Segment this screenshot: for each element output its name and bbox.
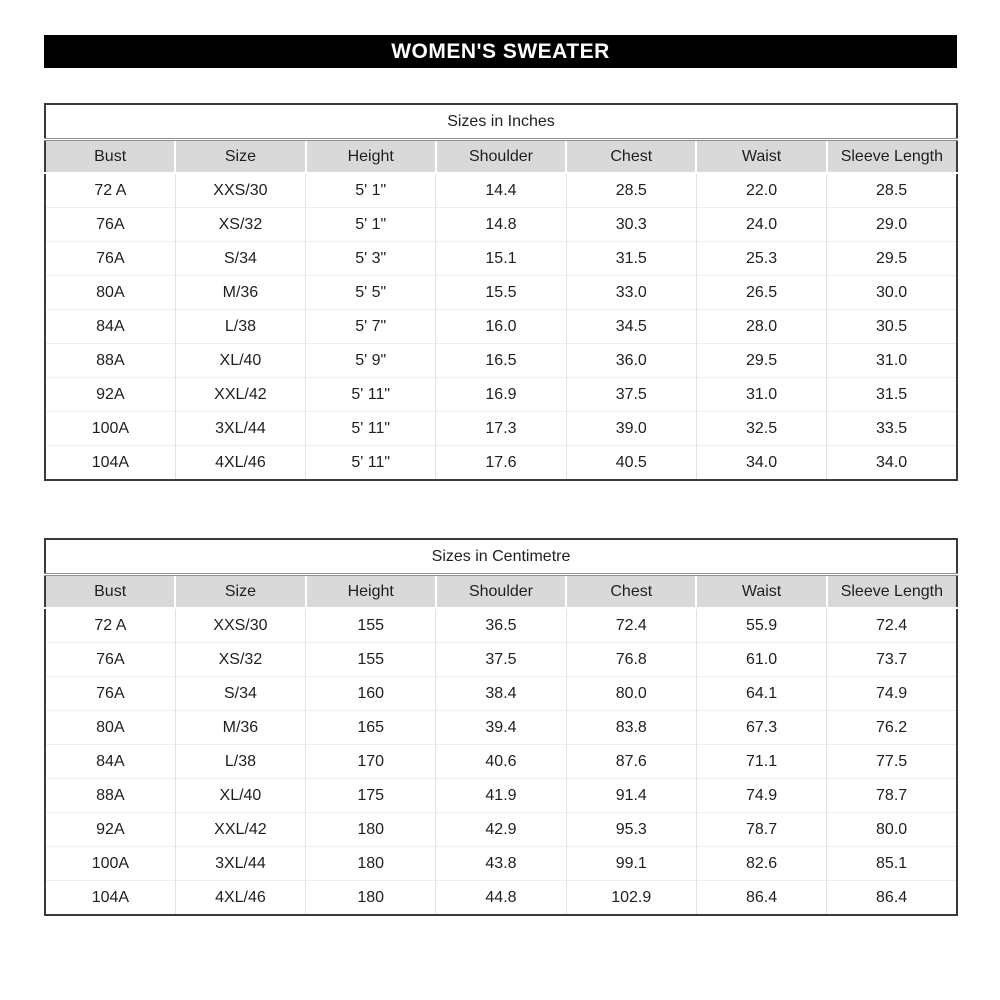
table-cell: 34.0 (827, 446, 957, 481)
table-cell: 31.0 (696, 378, 826, 412)
table-cell: XXS/30 (175, 173, 305, 208)
table-cell: 36.5 (436, 608, 566, 643)
table-cell: 76A (45, 242, 175, 276)
table-cell: 5' 1" (306, 173, 436, 208)
table-cell: 4XL/46 (175, 881, 305, 916)
table-row (45, 173, 957, 208)
table-cell: 88A (45, 779, 175, 813)
table-cell: 5' 11" (306, 446, 436, 481)
table-cell: 84A (45, 310, 175, 344)
table-row (45, 378, 957, 412)
table-cell: 28.5 (566, 173, 696, 208)
table-cell: L/38 (175, 310, 305, 344)
table-cell: 40.5 (566, 446, 696, 481)
column-header: Chest (566, 140, 696, 174)
table-cell: 38.4 (436, 677, 566, 711)
table-cell: 37.5 (566, 378, 696, 412)
table-row (45, 745, 957, 779)
table-row (45, 608, 957, 643)
table-cell: 102.9 (566, 881, 696, 916)
table-cell: 24.0 (696, 208, 826, 242)
table-cell: S/34 (175, 677, 305, 711)
table-cell: 76A (45, 208, 175, 242)
table-cell: 104A (45, 446, 175, 481)
page-title: WOMEN'S SWEATER (391, 39, 610, 63)
inches-size-table (44, 103, 958, 481)
table-row (45, 677, 957, 711)
column-header: Size (175, 575, 305, 609)
table-title-row (45, 539, 957, 575)
table-cell: M/36 (175, 711, 305, 745)
column-header: Bust (45, 575, 175, 609)
table-cell: 30.5 (827, 310, 957, 344)
table-row (45, 643, 957, 677)
table-cell: 76A (45, 643, 175, 677)
table-cell: 99.1 (566, 847, 696, 881)
table-cell: 160 (306, 677, 436, 711)
column-header: Waist (696, 140, 826, 174)
table-cell: XXS/30 (175, 608, 305, 643)
table-title-row (45, 104, 957, 140)
table-title: Sizes in Inches (45, 104, 957, 140)
table-cell: 15.5 (436, 276, 566, 310)
column-header: Size (175, 140, 305, 174)
centimetre-table-section (44, 538, 958, 916)
table-cell: 25.3 (696, 242, 826, 276)
table-cell: 86.4 (827, 881, 957, 916)
table-row (45, 813, 957, 847)
table-cell: 84A (45, 745, 175, 779)
table-cell: XXL/42 (175, 378, 305, 412)
table-cell: 80A (45, 711, 175, 745)
table-cell: 76.2 (827, 711, 957, 745)
table-cell: S/34 (175, 242, 305, 276)
table-cell: 15.1 (436, 242, 566, 276)
table-cell: 100A (45, 847, 175, 881)
table-cell: 72 A (94, 181, 127, 199)
table-cell: 72 A (94, 616, 127, 634)
table-cell: 180 (306, 813, 436, 847)
table-row (45, 847, 957, 881)
table-cell: 175 (306, 779, 436, 813)
table-cell: 95.3 (566, 813, 696, 847)
table-cell: 78.7 (827, 779, 957, 813)
table-cell: 100A (45, 412, 175, 446)
table-cell: 55.9 (696, 608, 826, 643)
column-header: Shoulder (436, 575, 566, 609)
table-cell: 85.1 (827, 847, 957, 881)
table-cell: 40.6 (436, 745, 566, 779)
table-cell: 32.5 (696, 412, 826, 446)
table-cell: 16.0 (436, 310, 566, 344)
column-header: Shoulder (436, 140, 566, 174)
table-cell: 71.1 (696, 745, 826, 779)
table-cell: 155 (306, 643, 436, 677)
table-cell: 42.9 (436, 813, 566, 847)
table-cell: 78.7 (696, 813, 826, 847)
column-header: Height (306, 140, 436, 174)
table-cell: 80.0 (827, 813, 957, 847)
table-cell: 83.8 (566, 711, 696, 745)
page-title-bar (44, 35, 957, 68)
table-cell: 22.0 (696, 173, 826, 208)
table-cell: 44.8 (436, 881, 566, 916)
table-cell: 36.0 (566, 344, 696, 378)
table-cell: 29.5 (827, 242, 957, 276)
table-cell: 31.0 (827, 344, 957, 378)
table-cell: 64.1 (696, 677, 826, 711)
table-cell: 39.0 (566, 412, 696, 446)
table-cell: 31.5 (566, 242, 696, 276)
table-cell: 76.8 (566, 643, 696, 677)
column-header-row (45, 140, 957, 174)
table-row (45, 310, 957, 344)
table-cell: 30.0 (827, 276, 957, 310)
table-cell: 86.4 (696, 881, 826, 916)
table-cell: 76A (45, 677, 175, 711)
table-cell: 33.5 (827, 412, 957, 446)
table-row (45, 446, 957, 481)
table-cell: 29.0 (827, 208, 957, 242)
table-cell: 74.9 (696, 779, 826, 813)
table-cell: 61.0 (696, 643, 826, 677)
table-cell: 16.9 (436, 378, 566, 412)
table-cell: 73.7 (827, 643, 957, 677)
column-header: Height (306, 575, 436, 609)
table-row (45, 208, 957, 242)
table-cell: 17.6 (436, 446, 566, 481)
table-row (45, 344, 957, 378)
table-cell: 5' 9" (306, 344, 436, 378)
table-cell: 28.0 (696, 310, 826, 344)
table-cell: 43.8 (436, 847, 566, 881)
table-cell: 74.9 (827, 677, 957, 711)
table-cell: 180 (306, 847, 436, 881)
table-cell: XXL/42 (175, 813, 305, 847)
table-cell: 72.4 (827, 608, 957, 643)
table-cell: 5' 5" (306, 276, 436, 310)
table-cell: 170 (306, 745, 436, 779)
table-cell: 34.0 (696, 446, 826, 481)
table-cell: 80A (45, 276, 175, 310)
table-cell: 16.5 (436, 344, 566, 378)
table-cell: XL/40 (175, 344, 305, 378)
table-cell: 30.3 (566, 208, 696, 242)
table-cell: 80.0 (566, 677, 696, 711)
column-header-row (45, 575, 957, 609)
table-body (45, 608, 957, 915)
column-header: Bust (45, 140, 175, 174)
table-cell: 5' 1" (306, 208, 436, 242)
column-header: Sleeve Length (827, 140, 957, 174)
table-cell: 37.5 (436, 643, 566, 677)
table-cell: 34.5 (566, 310, 696, 344)
table-cell: XS/32 (175, 643, 305, 677)
table-cell: 5' 3" (306, 242, 436, 276)
centimetre-size-table (44, 538, 958, 916)
table-cell: 104A (45, 881, 175, 916)
table-cell: L/38 (175, 745, 305, 779)
table-cell: 5' 11" (306, 412, 436, 446)
column-header: Waist (696, 575, 826, 609)
table-cell: XS/32 (175, 208, 305, 242)
table-cell: 82.6 (696, 847, 826, 881)
table-cell: 3XL/44 (175, 847, 305, 881)
table-cell: 31.5 (827, 378, 957, 412)
table-cell: 92A (45, 813, 175, 847)
table-cell: 14.8 (436, 208, 566, 242)
table-title: Sizes in Centimetre (45, 539, 957, 575)
table-cell: 5' 11" (306, 378, 436, 412)
table-cell: 87.6 (566, 745, 696, 779)
column-header: Chest (566, 575, 696, 609)
table-cell: 92A (45, 378, 175, 412)
inches-table-section (44, 103, 958, 481)
table-cell: 67.3 (696, 711, 826, 745)
table-cell: 3XL/44 (175, 412, 305, 446)
table-cell: 91.4 (566, 779, 696, 813)
table-cell: 4XL/46 (175, 446, 305, 481)
table-cell: 26.5 (696, 276, 826, 310)
table-cell: 155 (306, 608, 436, 643)
table-cell: XL/40 (175, 779, 305, 813)
table-cell: 39.4 (436, 711, 566, 745)
table-cell: 17.3 (436, 412, 566, 446)
table-cell: M/36 (175, 276, 305, 310)
column-header: Sleeve Length (827, 575, 957, 609)
table-cell: 77.5 (827, 745, 957, 779)
table-cell: 165 (306, 711, 436, 745)
table-row (45, 881, 957, 916)
table-cell: 180 (306, 881, 436, 916)
table-row (45, 412, 957, 446)
table-row (45, 779, 957, 813)
table-cell: 72.4 (566, 608, 696, 643)
table-row (45, 711, 957, 745)
table-cell: 41.9 (436, 779, 566, 813)
table-cell: 88A (45, 344, 175, 378)
table-row (45, 242, 957, 276)
table-cell: 5' 7" (306, 310, 436, 344)
table-cell: 14.4 (436, 173, 566, 208)
table-cell: 28.5 (827, 173, 957, 208)
table-body (45, 173, 957, 480)
table-cell: 33.0 (566, 276, 696, 310)
table-cell: 29.5 (696, 344, 826, 378)
table-row (45, 276, 957, 310)
